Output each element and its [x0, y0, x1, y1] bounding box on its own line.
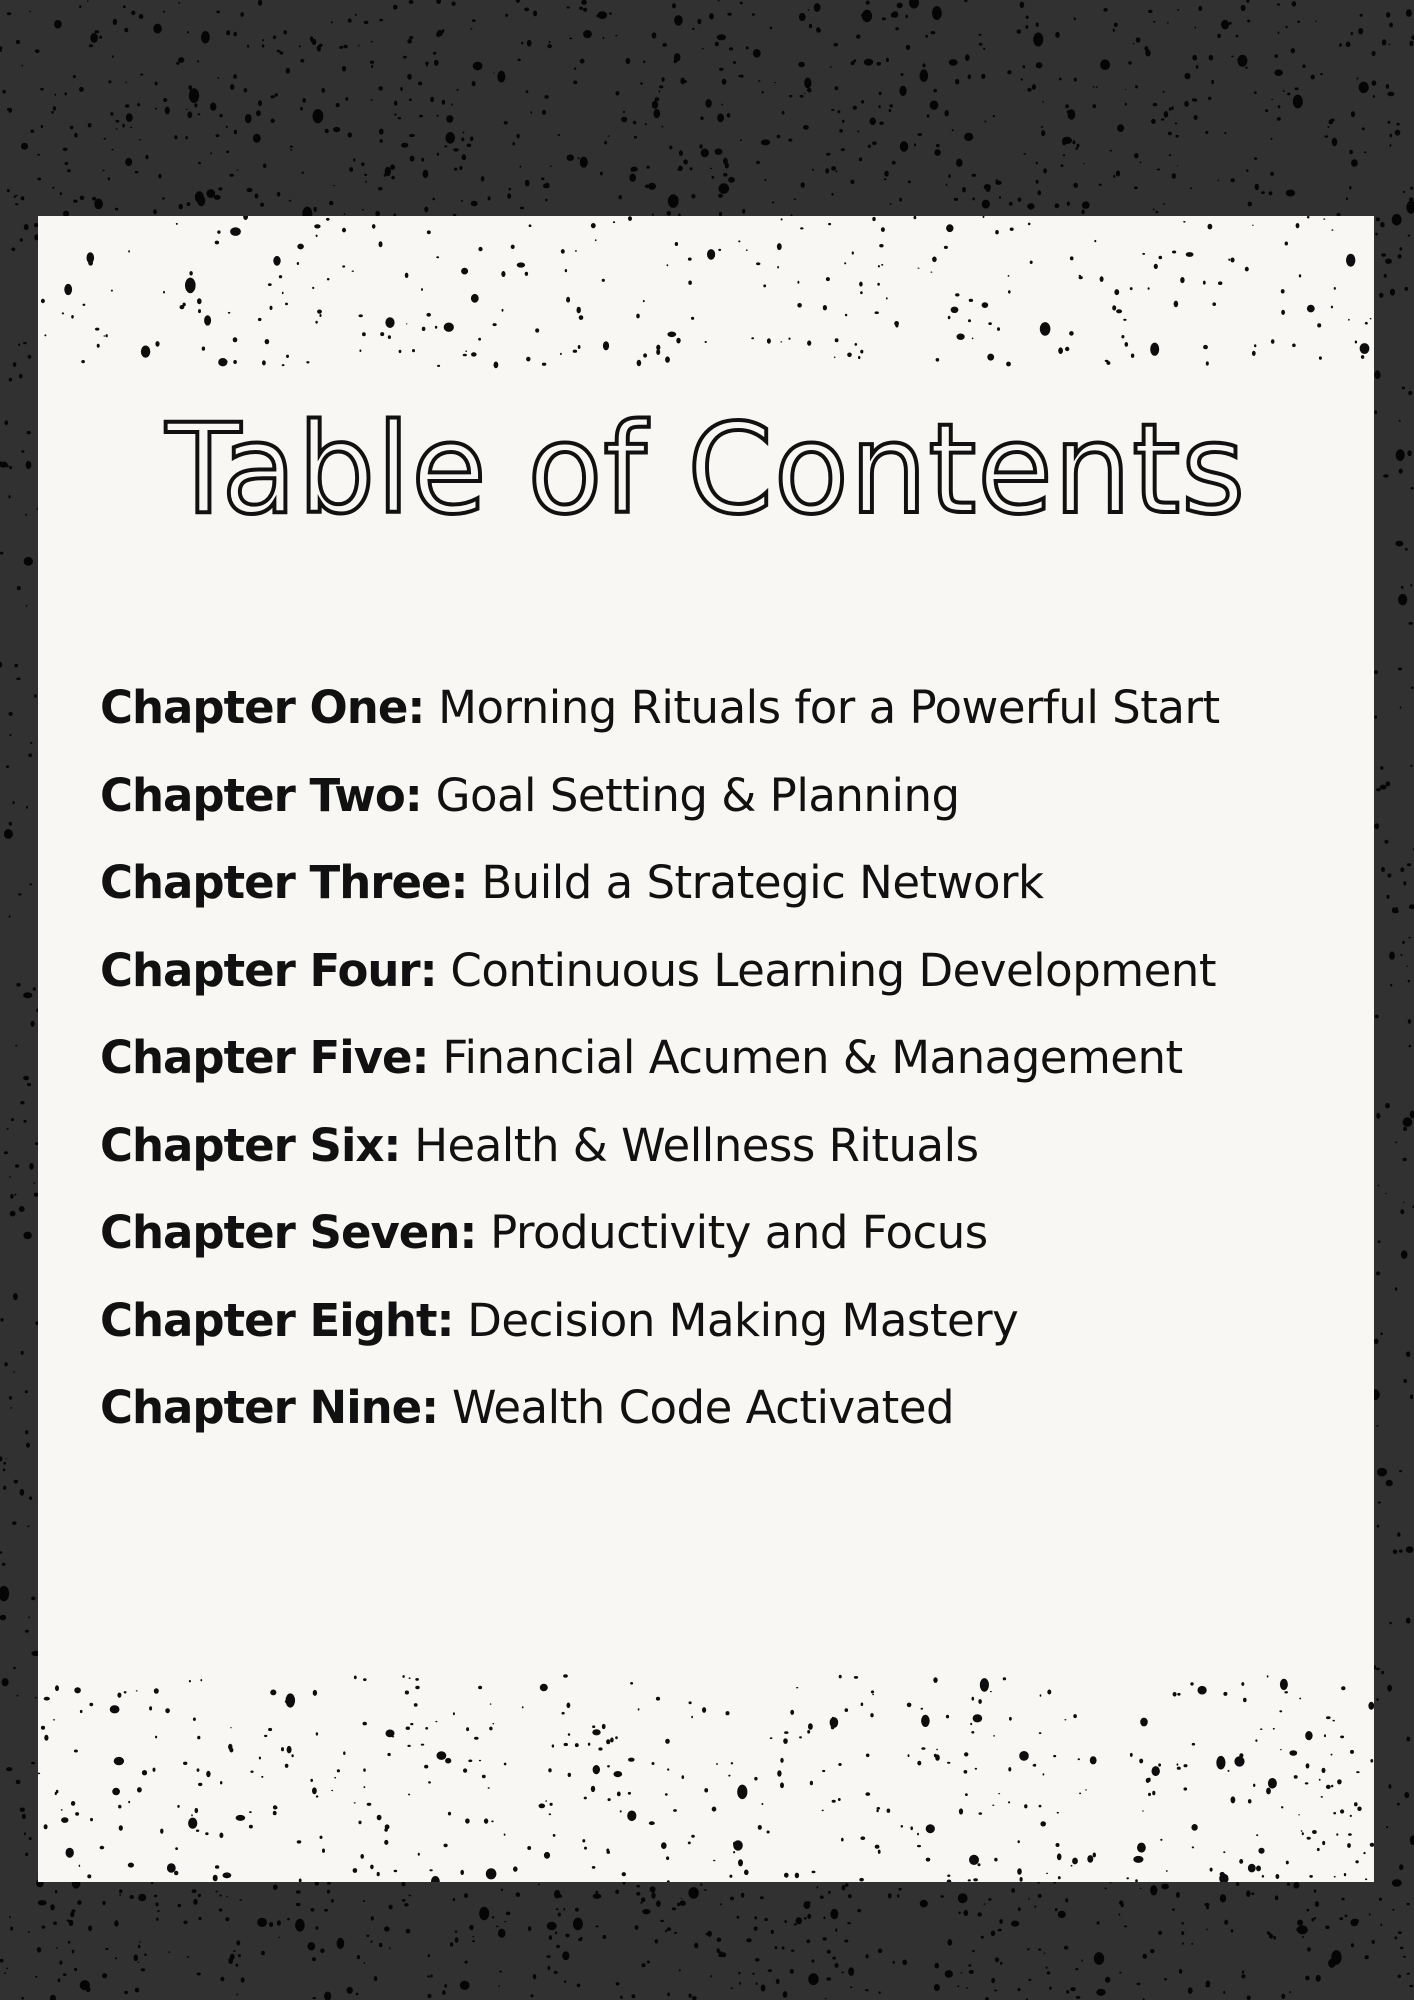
chapter-item	[100, 1364, 1220, 1452]
chapter-title: Decision Making Mastery	[467, 1293, 1019, 1347]
chapter-item	[100, 1102, 1220, 1190]
chapter-title: Wealth Code Activated	[451, 1381, 955, 1434]
chapter-title: Health & Wellness Rituals	[414, 1118, 979, 1172]
chapter-item	[100, 752, 1220, 840]
chapter-label: Chapter Eight:	[100, 1293, 454, 1347]
page-title-block	[38, 386, 1374, 546]
chapter-item	[100, 839, 1220, 927]
page-title: Table of Contents	[165, 398, 1247, 542]
chapter-title: Morning Rituals for a Powerful Start	[438, 681, 1220, 734]
chapter-title: Continuous Learning Development	[450, 943, 1216, 997]
chapter-item	[100, 664, 1220, 752]
chapter-label: Chapter Three:	[100, 856, 468, 909]
chapter-label: Chapter One:	[100, 681, 425, 734]
chapter-title: Goal Setting & Planning	[435, 768, 960, 822]
chapter-item	[100, 1277, 1220, 1365]
chapter-title: Productivity and Focus	[490, 1206, 988, 1259]
chapter-item	[100, 1014, 1220, 1102]
chapter-label: Chapter Six:	[100, 1118, 401, 1172]
chapter-label: Chapter Nine:	[100, 1381, 439, 1434]
chapter-title: Build a Strategic Network	[481, 856, 1044, 909]
chapter-list	[100, 664, 1220, 1452]
chapter-label: Chapter Four:	[100, 943, 437, 997]
chapter-label: Chapter Seven:	[100, 1206, 477, 1259]
chapter-label: Chapter Five:	[100, 1031, 429, 1084]
contents-page	[38, 216, 1374, 1882]
chapter-item	[100, 1189, 1220, 1277]
chapter-title: Financial Acumen & Management	[442, 1031, 1183, 1084]
chapter-label: Chapter Two:	[100, 768, 422, 822]
chapter-item	[100, 927, 1220, 1015]
